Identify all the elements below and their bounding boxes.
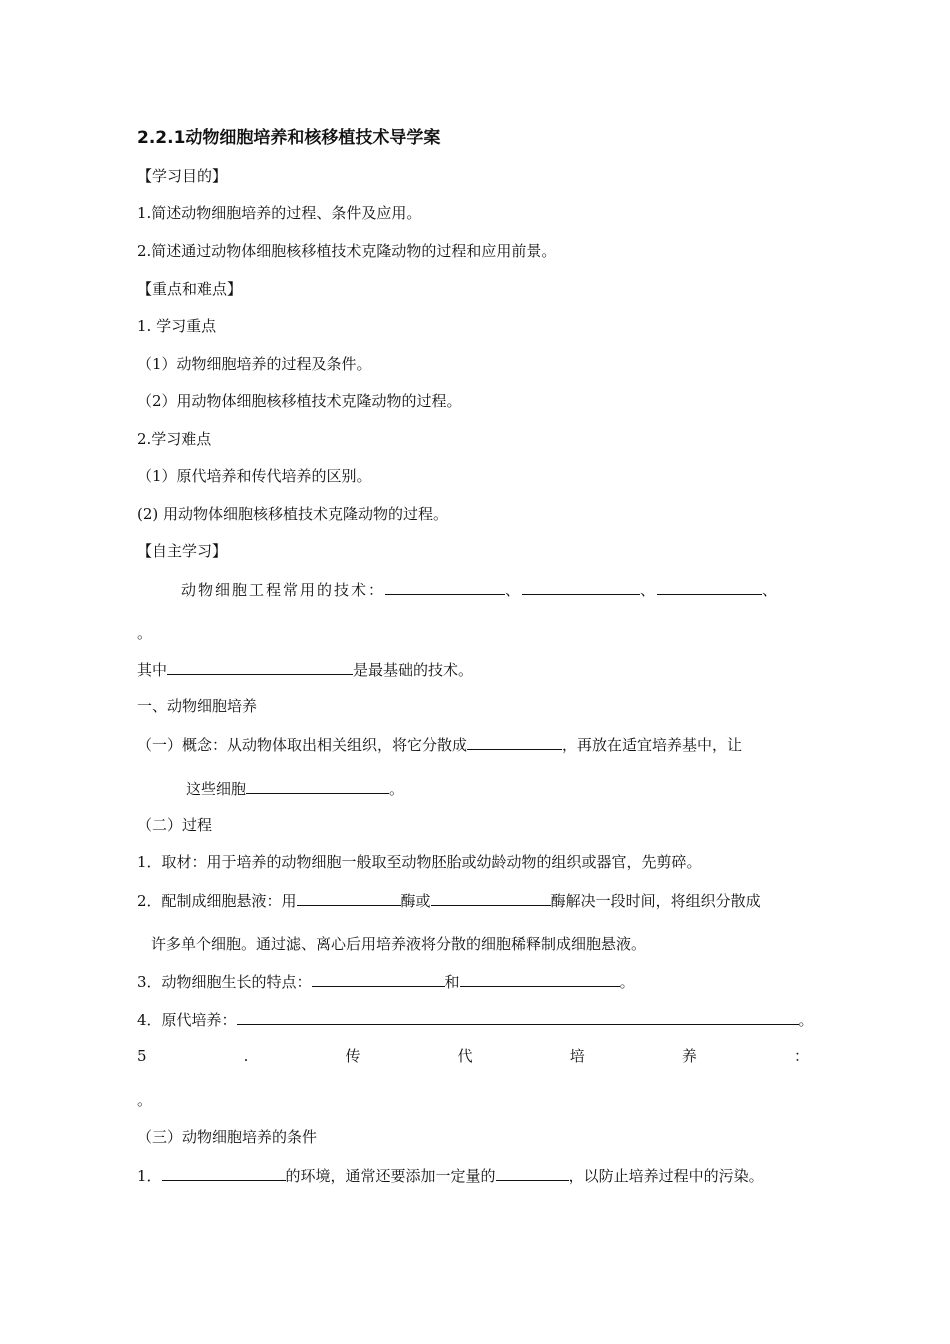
step-4-line xyxy=(137,1009,814,1030)
step-5-char: ： xyxy=(793,1047,809,1065)
concept-line xyxy=(137,734,742,755)
step-3-line xyxy=(137,971,635,992)
step-2-line xyxy=(137,890,761,911)
blank-technique-2[interactable] xyxy=(522,579,640,595)
step-3-text-b: 和 xyxy=(444,973,460,991)
concept-text-b: ，再放在适宜培养基中，让 xyxy=(562,736,743,754)
objective-1: 1.简述动物细胞培养的过程、条件及应用。 xyxy=(137,204,422,222)
condition-1-text-c: ，以防止培养过程中的污染。 xyxy=(568,1167,764,1185)
blank-primary-culture[interactable] xyxy=(237,1009,799,1025)
blank-concept-2[interactable] xyxy=(246,778,389,794)
separator: 、 xyxy=(505,581,523,599)
self-study-header: 【自主学习】 xyxy=(137,542,228,560)
process-heading: （二）过程 xyxy=(137,816,213,834)
objective-2: 2.简述通过动物体细胞核移植技术克隆动物的过程和应用前景。 xyxy=(137,242,557,260)
step-5-char: 培 xyxy=(569,1047,585,1065)
difficult-point-2: (2) 用动物体细胞核移植技术克隆动物的过程。 xyxy=(137,505,449,523)
concept-text-c: 这些细胞 xyxy=(186,780,247,798)
concept-text-a: （一）概念：从动物体取出相关组织，将它分散成 xyxy=(137,736,468,754)
concept-text-d: 。 xyxy=(389,780,405,798)
concept-line-2 xyxy=(186,778,404,799)
condition-1-line xyxy=(137,1165,764,1186)
step-5-line xyxy=(137,1046,809,1066)
blank-growth-2[interactable] xyxy=(460,971,620,987)
step-3-text-a: 3．动物细胞生长的特点： xyxy=(137,973,312,991)
basic-suffix: 是最基础的技术。 xyxy=(353,661,474,679)
blank-basic-technique[interactable] xyxy=(167,659,353,675)
step-2-continued: 许多单个细胞。通过滤、离心后用培养液将分散的细胞稀释制成细胞悬液。 xyxy=(151,935,647,953)
culture-heading: 一、动物细胞培养 xyxy=(137,697,258,715)
step-3-text-c: 。 xyxy=(619,973,635,991)
techniques-line xyxy=(181,579,779,600)
blank-concept-1[interactable] xyxy=(467,734,562,750)
key-point-1: （1）动物细胞培养的过程及条件。 xyxy=(137,355,372,373)
blank-growth-1[interactable] xyxy=(312,971,445,987)
step-5-end-mark: 。 xyxy=(137,1091,153,1109)
techniques-prefix: 动物细胞工程常用的技术： xyxy=(181,581,386,599)
separator: 、 xyxy=(640,581,658,599)
step-2-text-a: 2．配制成细胞悬液：用 xyxy=(137,892,297,910)
condition-1-text-b: 的环境，通常还要添加一定量的 xyxy=(285,1167,496,1185)
blank-enzyme-2[interactable] xyxy=(431,890,551,906)
conditions-heading: （三）动物细胞培养的条件 xyxy=(137,1128,318,1146)
basic-prefix: 其中 xyxy=(137,661,168,679)
difficult-point-1: （1）原代培养和传代培养的区别。 xyxy=(137,467,372,485)
step-2-text-b: 酶或 xyxy=(400,892,431,910)
separator: 、 xyxy=(762,581,780,599)
blank-technique-1[interactable] xyxy=(385,579,505,595)
difficult-label: 2.学习难点 xyxy=(137,430,212,448)
step-5-char: 传 xyxy=(345,1047,361,1065)
step-4-text-a: 4．原代培养： xyxy=(137,1011,237,1029)
blank-enzyme-1[interactable] xyxy=(297,890,401,906)
techniques-end-mark: 。 xyxy=(137,624,153,642)
step-5-char: 5 xyxy=(137,1047,147,1065)
key-points-header: 【重点和难点】 xyxy=(137,280,243,298)
step-2-text-c: 酶解决一段时间，将组织分散成 xyxy=(550,892,761,910)
step-5-char: . xyxy=(243,1047,249,1065)
basic-tech-line xyxy=(137,659,473,680)
blank-condition-1[interactable] xyxy=(162,1165,286,1181)
key-point-2: （2）用动物体细胞核移植技术克隆动物的过程。 xyxy=(137,392,462,410)
objectives-header: 【学习目的】 xyxy=(137,167,228,185)
step-4-text-b: 。 xyxy=(798,1011,814,1029)
step-5-char: 养 xyxy=(681,1047,697,1065)
blank-technique-3[interactable] xyxy=(657,579,762,595)
condition-1-text-a: 1． xyxy=(137,1167,162,1185)
step-1: 1．取材：用于培养的动物细胞一般取至动物胚胎或幼龄动物的组织或器官，先剪碎。 xyxy=(137,853,702,871)
blank-condition-2[interactable] xyxy=(496,1165,569,1181)
key-label: 1. 学习重点 xyxy=(137,317,217,335)
page-title: 2.2.1动物细胞培养和核移植技术导学案 xyxy=(137,128,441,148)
step-5-char: 代 xyxy=(457,1047,473,1065)
